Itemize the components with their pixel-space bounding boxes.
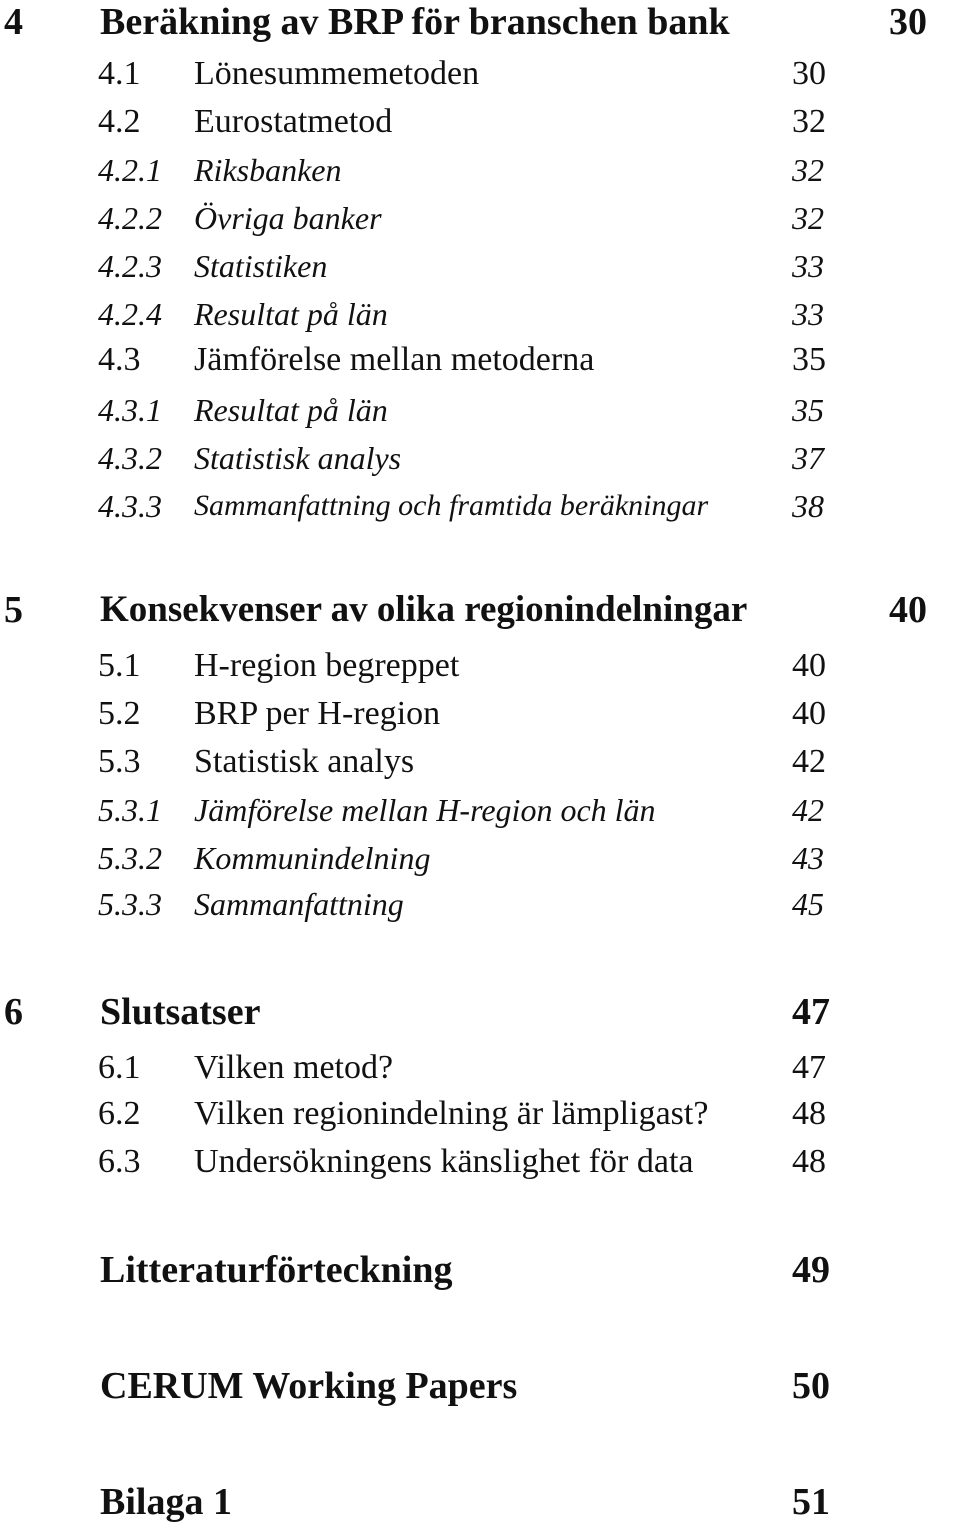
subsection-number: 4.3.1 bbox=[98, 392, 162, 428]
page-number: 51 bbox=[792, 1481, 830, 1523]
page-number: 33 bbox=[792, 296, 824, 332]
subsection-title: Sammanfattning bbox=[194, 886, 404, 922]
page-number: 37 bbox=[792, 440, 824, 476]
page-number: 47 bbox=[792, 1049, 826, 1086]
chapter-title: Konsekvenser av olika regionindelningar bbox=[100, 589, 748, 630]
page-number: 48 bbox=[792, 1143, 826, 1180]
subsection-number: 5.3.2 bbox=[98, 840, 162, 876]
chapter-number: 4 bbox=[4, 1, 23, 43]
page-number: 32 bbox=[792, 200, 824, 236]
page-number: 32 bbox=[792, 152, 824, 188]
page-number: 48 bbox=[792, 1095, 826, 1132]
page-number: 40 bbox=[792, 647, 826, 684]
page-number: 45 bbox=[792, 886, 824, 922]
subsection-title: Jämförelse mellan H-region och län bbox=[194, 792, 656, 828]
section-title: Vilken metod? bbox=[194, 1049, 394, 1086]
page-number: 30 bbox=[792, 55, 826, 92]
subsection-title: Resultat på län bbox=[194, 296, 388, 332]
section-number: 6.2 bbox=[98, 1095, 141, 1132]
section-title: Jämförelse mellan metoderna bbox=[194, 341, 595, 378]
section-number: 4.3 bbox=[98, 341, 141, 378]
page-number: 30 bbox=[889, 1, 927, 43]
chapter-number: 5 bbox=[4, 589, 23, 631]
section-title: Vilken regionindelning är lämpligast? bbox=[194, 1095, 709, 1132]
subsection-title: Statistisk analys bbox=[194, 440, 402, 476]
section-number: 6.3 bbox=[98, 1143, 141, 1180]
subsection-title: Riksbanken bbox=[194, 152, 342, 188]
page-number: 38 bbox=[792, 488, 824, 524]
subsection-title: Sammanfattning och framtida beräkningar bbox=[194, 489, 709, 522]
subsection-title: Resultat på län bbox=[194, 392, 388, 428]
section-title: Statistisk analys bbox=[194, 743, 415, 780]
subsection-title: Kommunindelning bbox=[194, 840, 431, 876]
subsection-number: 4.2.4 bbox=[98, 296, 162, 332]
section-number: 5.1 bbox=[98, 647, 141, 684]
subsection-number: 4.3.3 bbox=[98, 488, 162, 524]
section-number: 6.1 bbox=[98, 1049, 141, 1086]
chapter-number: 6 bbox=[4, 991, 23, 1033]
chapter-title: Slutsatser bbox=[100, 991, 261, 1033]
chapter-title: CERUM Working Papers bbox=[100, 1365, 518, 1407]
page-number: 40 bbox=[792, 695, 826, 732]
section-number: 4.2 bbox=[98, 103, 141, 140]
chapter-title: Bilaga 1 bbox=[100, 1481, 232, 1523]
section-title: H-region begreppet bbox=[194, 647, 460, 684]
page-number: 35 bbox=[792, 392, 824, 428]
subsection-number: 4.3.2 bbox=[98, 440, 162, 476]
page-number: 42 bbox=[792, 792, 824, 828]
page-number: 40 bbox=[889, 589, 927, 631]
subsection-title: Övriga banker bbox=[194, 200, 382, 236]
subsection-number: 5.3.3 bbox=[98, 886, 162, 922]
section-number: 5.3 bbox=[98, 743, 141, 780]
section-title: Undersökningens känslighet för data bbox=[194, 1143, 694, 1180]
subsection-number: 4.2.2 bbox=[98, 200, 162, 236]
page-number: 49 bbox=[792, 1249, 830, 1291]
section-title: BRP per H-region bbox=[194, 695, 441, 732]
page-number: 35 bbox=[792, 341, 826, 378]
subsection-number: 4.2.1 bbox=[98, 152, 162, 188]
page-number: 43 bbox=[792, 840, 824, 876]
section-number: 5.2 bbox=[98, 695, 141, 732]
chapter-title: Beräkning av BRP för branschen bank bbox=[100, 1, 730, 43]
section-title: Eurostatmetod bbox=[194, 103, 393, 140]
page-number: 33 bbox=[792, 248, 824, 284]
page-number: 42 bbox=[792, 743, 826, 780]
subsection-number: 5.3.1 bbox=[98, 792, 162, 828]
page-number: 50 bbox=[792, 1365, 830, 1407]
chapter-title: Litteraturförteckning bbox=[100, 1249, 453, 1291]
page-number: 47 bbox=[792, 991, 830, 1033]
section-title: Lönesummemetoden bbox=[194, 55, 480, 92]
page-number: 32 bbox=[792, 103, 826, 140]
subsection-number: 4.2.3 bbox=[98, 248, 162, 284]
subsection-title: Statistiken bbox=[194, 248, 328, 284]
section-number: 4.1 bbox=[98, 55, 141, 92]
